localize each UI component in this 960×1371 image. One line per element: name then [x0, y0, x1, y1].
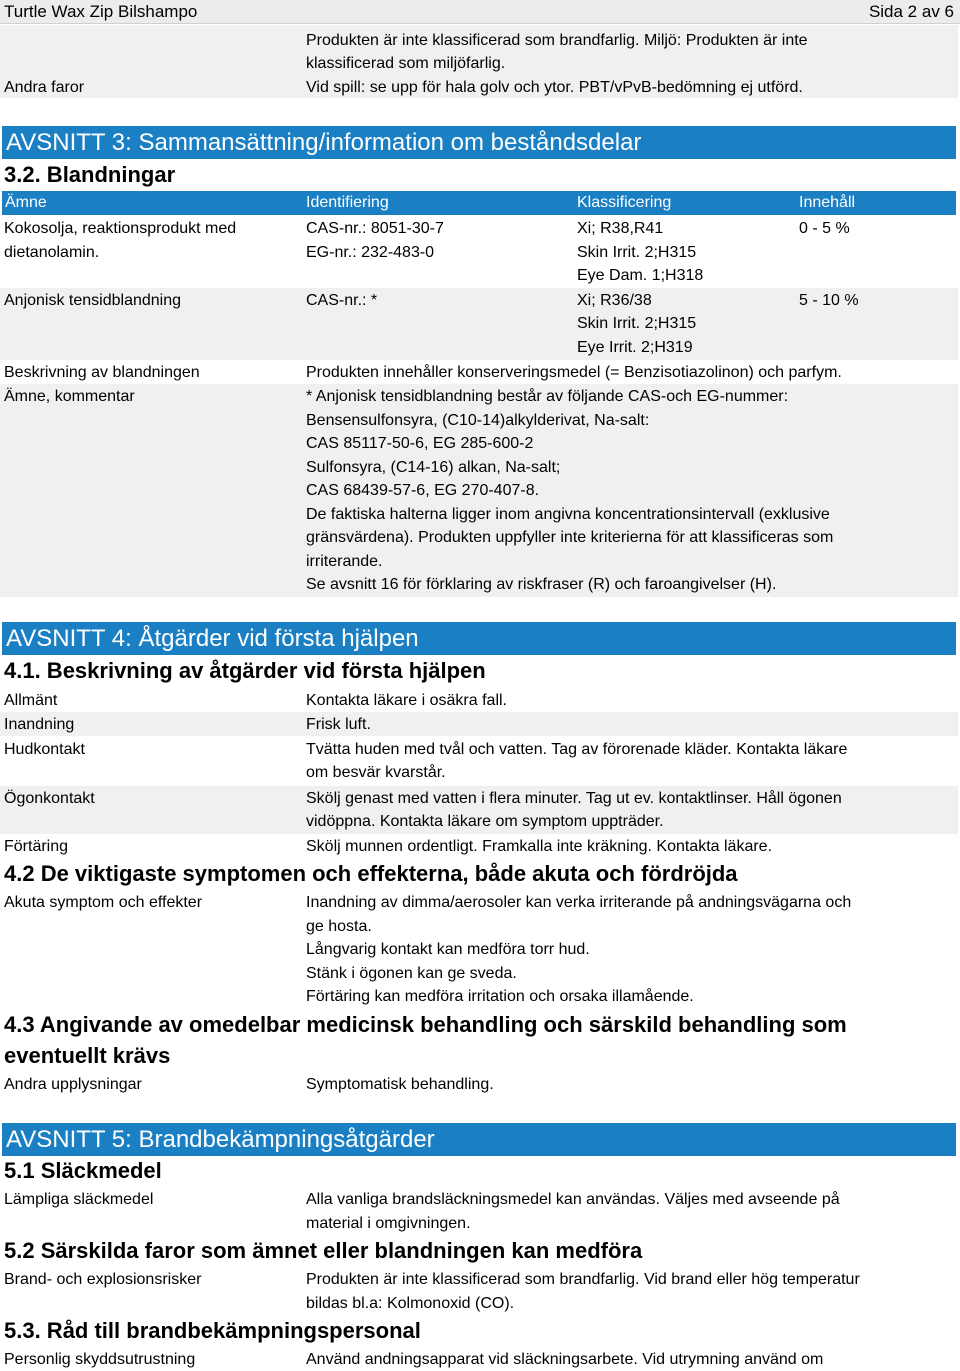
table-cell-classification: Eye Dam. 1;H318: [577, 267, 704, 284]
symptoms-line: Långvarig kontakt kan medföra torr hud.: [306, 941, 590, 958]
section-5-title: AVSNITT 5: Brandbekämpningsåtgärder: [2, 1123, 956, 1156]
subsection-4-1-title: 4.1. Beskrivning av åtgärder vid första hjälpen: [4, 658, 486, 683]
table-cell-substance: Kokosolja, reaktionsprodukt med: [4, 220, 237, 237]
extinguishing-media-line: material i omgivningen.: [306, 1215, 471, 1232]
protective-equipment-label: Personlig skyddsutrustning: [4, 1351, 196, 1368]
first-aid-label: Inandning: [4, 716, 75, 733]
other-hazards-line: klassificerad som miljöfarlig.: [306, 55, 506, 72]
table-cell-identification: CAS-nr.: 8051-30-7: [306, 220, 444, 237]
first-aid-label: Hudkontakt: [4, 741, 85, 758]
column-header-substance: Ämne: [5, 194, 47, 211]
section-4-title: AVSNITT 4: Åtgärder vid första hjälpen: [2, 622, 956, 655]
subsection-5-3-title: 5.3. Råd till brandbekämpningspersonal: [4, 1318, 421, 1343]
substance-comment-line: gränsvärdena). Produkten uppfyller inte kriterierna för att klassificeras som: [306, 529, 834, 546]
page-number: Sida 2 av 6: [868, 2, 954, 21]
extinguishing-media-line: Alla vanliga brandsläckningsmedel kan användas. Väljes med avseende på: [306, 1191, 840, 1208]
other-info-label: Andra upplysningar: [4, 1076, 142, 1093]
table-cell-identification: CAS-nr.: *: [306, 292, 378, 309]
subsection-4-3-title: 4.3 Angivande av omedelbar medicinsk behandling och särskild behandling som: [4, 1012, 847, 1037]
subsection-5-2-title: 5.2 Särskilda faror som ämnet eller blandningen kan medföra: [4, 1238, 643, 1263]
protective-equipment-value: Använd andningsapparat vid släckningsarbete. Vid utrymning använd om: [306, 1351, 824, 1368]
substance-comment-line: CAS 85117-50-6, EG 285-600-2: [306, 435, 534, 452]
other-hazards-label: Andra faror: [4, 79, 85, 96]
table-cell-classification: Xi; R38,R41: [577, 220, 664, 237]
first-aid-value: Skölj genast med vatten i flera minuter. Tag ut ev. kontaktlinser. Håll ögonen: [306, 790, 842, 807]
table-cell-classification: Skin Irrit. 2;H315: [577, 315, 697, 332]
table-cell-classification: Xi; R36/38: [577, 292, 652, 309]
substance-comment-line: CAS 68439-57-6, EG 270-407-8.: [306, 482, 540, 499]
table-cell-classification: Eye Irrit. 2;H319: [577, 339, 693, 356]
symptoms-label: Akuta symptom och effekter: [4, 894, 203, 911]
other-info-value: Symptomatisk behandling.: [306, 1076, 494, 1093]
substance-comment-line: Sulfonsyra, (C14-16) alkan, Na-salt;: [306, 459, 561, 476]
table-cell-classification: Skin Irrit. 2;H315: [577, 244, 697, 261]
first-aid-value: Skölj munnen ordentligt. Framkalla inte kräkning. Kontakta läkare.: [306, 838, 773, 855]
substance-comment-line: Bensensulfonsyra, (C10-14)alkylderivat, Na-salt:: [306, 412, 650, 429]
symptoms-line: Inandning av dimma/aerosoler kan verka irriterande på andningsvägarna och: [306, 894, 852, 911]
section-3-title: AVSNITT 3: Sammansättning/information om beståndsdelar: [2, 126, 956, 159]
first-aid-value: Kontakta läkare i osäkra fall.: [306, 692, 507, 709]
symptoms-line: Förtäring kan medföra irritation och orsaka illamående.: [306, 988, 694, 1005]
first-aid-label: Allmänt: [4, 692, 58, 709]
substance-comment-label: Ämne, kommentar: [4, 388, 135, 405]
first-aid-value: vidöppna. Kontakta läkare om symptom uppträder.: [306, 813, 664, 830]
first-aid-label: Förtäring: [4, 838, 69, 855]
mixture-description-value: Produkten innehåller konserveringsmedel (= Benzisotiazolinon) och parfym.: [306, 364, 842, 381]
first-aid-value: Frisk luft.: [306, 716, 371, 733]
symptoms-line: ge hosta.: [306, 918, 372, 935]
fire-hazard-line: bildas bl.a: Kolmonoxid (CO).: [306, 1295, 515, 1312]
fire-hazard-line: Produkten är inte klassificerad som brandfarlig. Vid brand eller hög temperatur: [306, 1271, 860, 1288]
extinguishing-media-label: Lämpliga släckmedel: [4, 1191, 154, 1208]
substance-comment-line: De faktiska halterna ligger inom angivna koncentrationsintervall (exklusive: [306, 506, 830, 523]
subsection-5-1-title: 5.1 Släckmedel: [4, 1158, 162, 1183]
table-cell-identification: EG-nr.: 232-483-0: [306, 244, 435, 261]
first-aid-value: om besvär kvarstår.: [306, 764, 446, 781]
column-header-identification: Identifiering: [306, 194, 389, 211]
table-cell-substance: Anjonisk tensidblandning: [4, 292, 182, 309]
substance-comment-line: irriterande.: [306, 553, 383, 570]
subsection-4-3-title: eventuellt krävs: [4, 1043, 171, 1068]
table-cell-content: 0 - 5 %: [799, 220, 850, 237]
symptoms-line: Stänk i ögonen kan ge sveda.: [306, 965, 517, 982]
first-aid-row: [0, 712, 958, 736]
document-title: Turtle Wax Zip Bilshampo: [4, 2, 198, 21]
mixture-description-label: Beskrivning av blandningen: [4, 364, 200, 381]
column-header-content: Innehåll: [799, 194, 856, 211]
first-aid-label: Ögonkontakt: [4, 790, 95, 807]
table-cell-substance: dietanolamin.: [4, 244, 100, 261]
substance-comment-line: * Anjonisk tensidblandning består av följande CAS-och EG-nummer:: [306, 388, 789, 405]
other-hazards-line: Produkten är inte klassificerad som brandfarlig. Miljö: Produkten är inte: [306, 32, 808, 49]
other-hazards-line: Vid spill: se upp för hala golv och ytor. PBT/vPvB-bedömning ej utförd.: [306, 79, 803, 96]
table-cell-content: 5 - 10 %: [799, 292, 859, 309]
fire-hazard-label: Brand- och explosionsrisker: [4, 1271, 202, 1288]
subsection-4-2-title: 4.2 De viktigaste symptomen och effekterna, både akuta och fördröjda: [4, 861, 738, 886]
substance-comment-line: Se avsnitt 16 för förklaring av riskfraser (R) och faroangivelser (H).: [306, 576, 777, 593]
column-header-classification: Klassificering: [577, 194, 672, 211]
subsection-3-2-title: 3.2. Blandningar: [4, 162, 176, 187]
first-aid-value: Tvätta huden med tvål och vatten. Tag av förorenade kläder. Kontakta läkare: [306, 741, 848, 758]
